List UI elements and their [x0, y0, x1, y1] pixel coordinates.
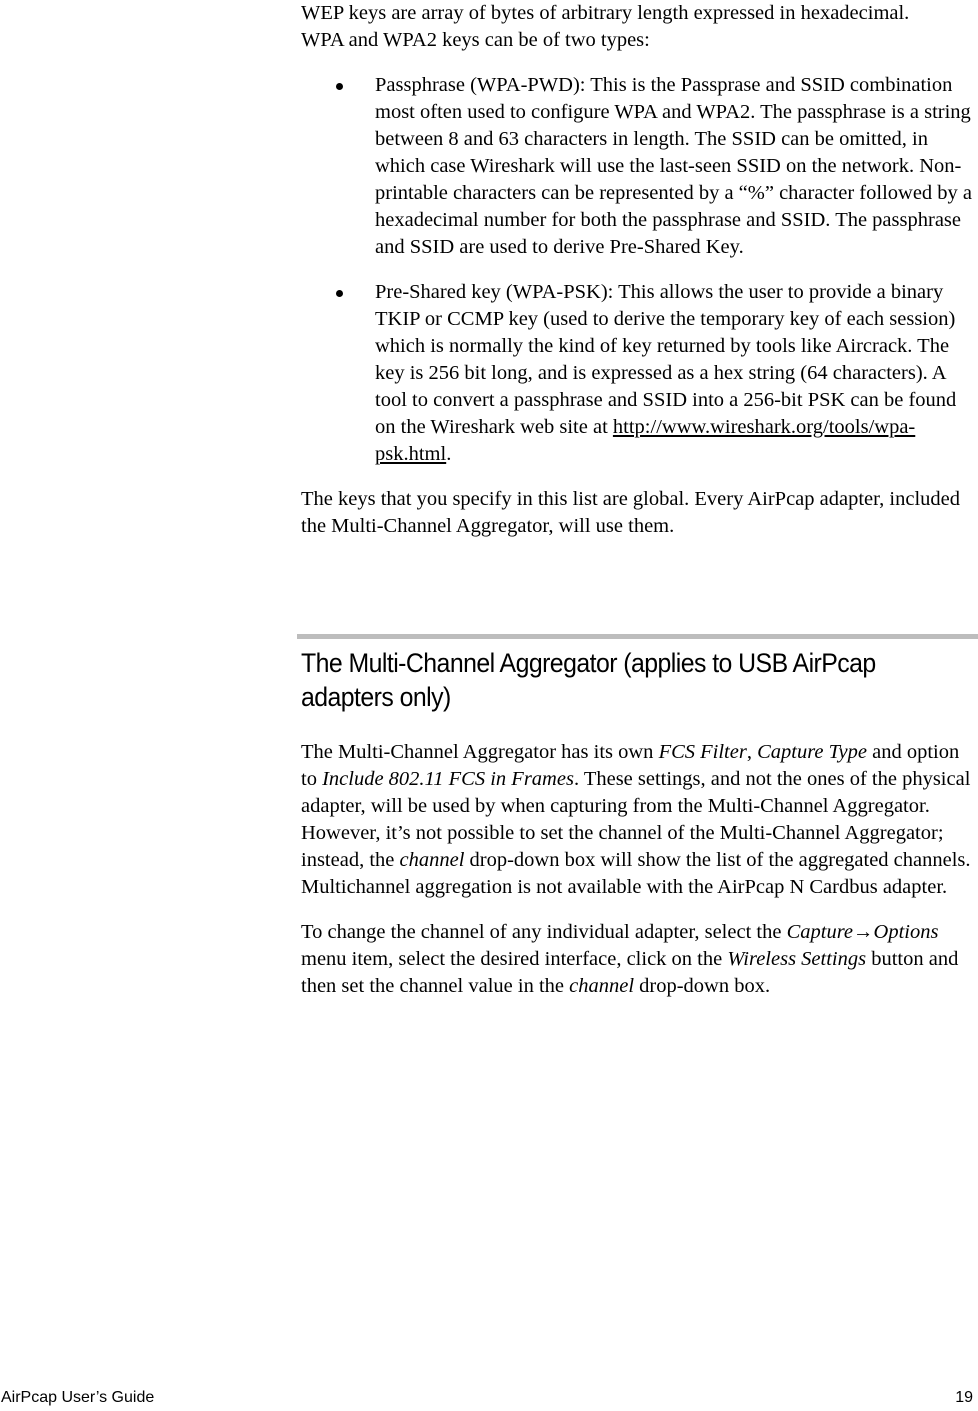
- bullet-icon: [336, 83, 343, 90]
- list-item: [301, 279, 973, 468]
- text-run: button and then set the channel value in the: [301, 948, 959, 997]
- term-include-fcs: Include 802.11 FCS in Frames: [322, 768, 574, 790]
- page-footer: [0, 1387, 978, 1409]
- page-number: 19: [955, 1389, 973, 1406]
- global-keys-note: The keys that you specify in this list are global. Every AirPcap adapter, included the Multi-Channel Aggregator, will use them.: [301, 488, 960, 537]
- aggregator-channel-paragraph: [301, 820, 973, 901]
- aggregator-settings-paragraph: [301, 739, 973, 820]
- text-run: However, it’s not possible to set the channel of the Multi-Channel Aggregator; instead, the: [301, 822, 944, 871]
- footer-guide-title: AirPcap User’s Guide: [1, 1389, 155, 1406]
- intro-line-1: WEP keys are array of bytes of arbitrary length expressed in hexadecimal.: [301, 2, 910, 24]
- text-run: The Multi-Channel Aggregator has its own: [301, 741, 659, 763]
- text-run: ,: [746, 741, 758, 763]
- change-channel-paragraph: [301, 919, 973, 1000]
- key-types-list: [301, 72, 973, 468]
- bullet-text-end: .: [446, 443, 452, 465]
- term-wireless-settings: Wireless Settings: [727, 948, 867, 970]
- bullet-text-psk: Pre-Shared key (WPA-PSK): This allows the user to provide a binary TKIP or CCMP key (used to derive the temporary key of each session) which is normally the kind of key returned by tools like Aircrack. The key is 256 bit long, and is expressed as a hex string (64 characters). A tool to convert a passphrase and SSID into a 256-bit PSK can be found on the Wireshark web site at: [375, 281, 957, 438]
- term-capture-type: Capture Type: [757, 741, 867, 763]
- term-channel: channel: [399, 849, 465, 871]
- intro-line-2: WPA and WPA2 keys can be of two types:: [301, 29, 650, 51]
- text-run: . These settings, and not the ones of the physical adapter, will be used by when capturing from the Multi-Channel Aggregator.: [301, 768, 971, 817]
- term-fcs-filter: FCS Filter: [658, 741, 747, 763]
- term-capture-options: Capture→Options: [786, 921, 939, 943]
- text-run: drop-down box.: [634, 975, 771, 997]
- bullet-icon: [336, 290, 343, 297]
- bullet-text-passphrase: Passphrase (WPA-PWD): This is the Passprase and SSID combination most often used to configure WPA and WPA2. The passphrase is a string between 8 and 63 characters in length. The SSID can be omitted, in which case Wireshark will use the last-seen SSID on the network. Non-printable characters can be represented by a “%” character followed by a hexadecimal number for both the passphrase and SSID. The passphrase and SSID are used to derive Pre-Shared Key.: [375, 74, 973, 258]
- intro-paragraph: [301, 0, 973, 54]
- section-body: [301, 739, 973, 1000]
- text-run: drop-down box will show the list of the aggregated channels. Multichannel aggregation is not available with the AirPcap N Cardbus adapter.: [301, 849, 971, 898]
- list-item: [301, 72, 973, 261]
- text-run: menu item, select the desired interface, click on the: [301, 948, 728, 970]
- section-divider: [297, 634, 978, 639]
- wpa-psk-link[interactable]: http://www.wireshark.org/tools/wpa-psk.html: [375, 416, 916, 465]
- section-heading: The Multi-Channel Aggregator (applies to USB AirPcap adapters only): [301, 648, 876, 712]
- page-content: [301, 0, 973, 540]
- text-run: and option to: [301, 741, 960, 790]
- term-channel: channel: [569, 975, 635, 997]
- text-run: To change the channel of any individual adapter, select the: [301, 921, 787, 943]
